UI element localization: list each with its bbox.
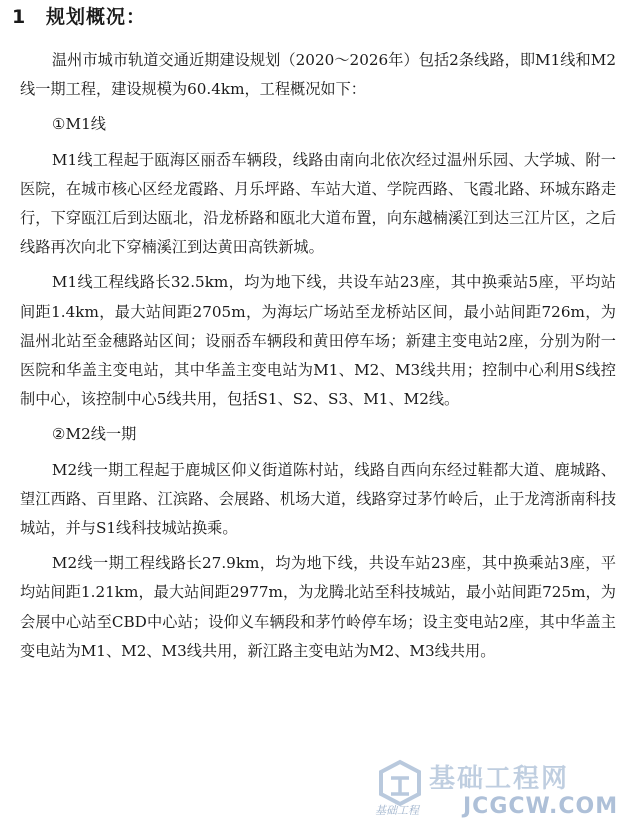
m2-route-paragraph: M2线一期工程起于鹿城区仰义街道陈村站，线路自西向东经过鞋都大道、鹿城路、望江西路、百里路、江滨路、会展路、机场大道，线路穿过茅竹岭后，止于龙湾浙南科技城站，并与S1线科技城站换乘。 [20, 460, 616, 538]
watermark [375, 754, 619, 824]
watermark-signature: 基础工程 [375, 804, 419, 817]
subheading-m2: ②M2线一期 [51, 425, 137, 444]
watermark-logo-icon [375, 758, 425, 808]
m1-route-paragraph: M1线工程起于瓯海区丽岙车辆段，线路由南向北依次经过温州乐园、大学城、附一医院，在城市核心区经龙霞路、月乐坪路、车站大道、学院西路、飞霞北路、环城东路走行，下穿瓯江后到达瓯北，沿龙桥路和瓯北大道布置，向东越楠溪江到达三江片区，之后线路再次向北下穿楠溪江到达黄田高铁新城。 [20, 150, 616, 257]
intro-paragraph: 温州市城市轨道交通近期建设规划（2020～2026年）包括2条线路，即M1线和M2线一期工程，建设规模为60.4km，工程概况如下： [20, 51, 616, 99]
m2-details-paragraph: M2线一期工程线路长27.9km，均为地下线，共设车站23座，其中换乘站3座，平均站间距1.21km，最大站间距2977m，为龙腾北站至科技城站，最小站间距725m，为会展中心站至CBD中心站；设仰义车辆段和茅竹岭停车场；设主变电站2座，其中华盖主变电站为M1、M2、M3线共用，新江路主变电站为M2、M3线共用。 [20, 554, 616, 660]
m1-details-paragraph: M1线工程线路长32.5km，均为地下线，共设车站23座，其中换乘站5座，平均站间距1.4km，最大站间距2705m，为海坛广场站至龙桥站区间，最小站间距726m，为温州北站至金穗路站区间；设丽岙车辆段和黄田停车场；新建主变电站2座，分别为附一医院和华盖主变电站，其中华盖主变电站为M1、M2、M3线共用；控制中心利用S线控制中心，该控制中心5线共用，包括S1、S2、S3、M1、M2线。 [20, 273, 616, 409]
document-body [20, 46, 616, 672]
watermark-domain: JCGCW.COM [463, 794, 619, 819]
section-title: 规划概况： [46, 6, 147, 28]
section-number: 1 [12, 6, 27, 28]
watermark-site-name: 基础工程网 [429, 764, 570, 794]
section-heading [12, 2, 146, 29]
subheading-m1: ①M1线 [51, 115, 106, 134]
